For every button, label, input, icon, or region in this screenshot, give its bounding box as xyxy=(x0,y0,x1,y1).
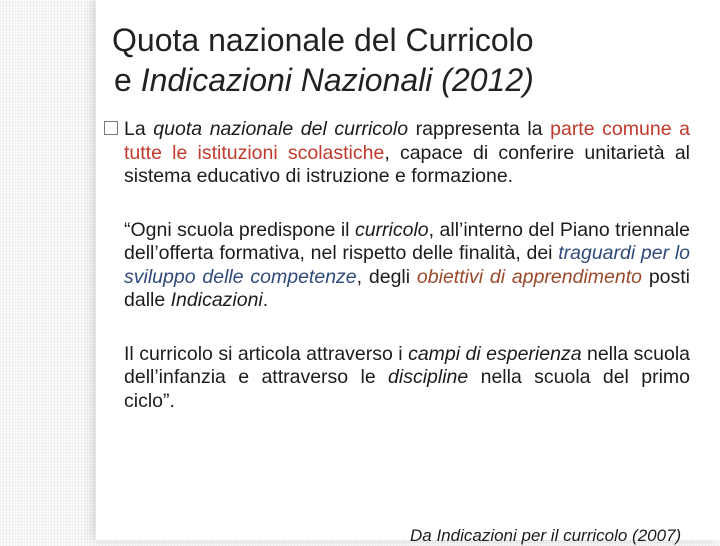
p2-text-g: posti dalle xyxy=(124,265,691,311)
title-line-2 xyxy=(108,60,698,100)
p3-italic-discipline: discipline xyxy=(388,366,469,388)
title-line-1: Quota nazionale del Curricolo xyxy=(112,22,534,58)
p2-text-a: “Ogni scuola predispone il xyxy=(124,218,355,241)
p3-italic-campi: campi di esperienza xyxy=(408,342,582,365)
paragraph-2 xyxy=(124,219,690,313)
spacer xyxy=(124,189,690,219)
p3-text-e: nella scuola del primo ciclo”. xyxy=(124,366,690,412)
spacer xyxy=(124,313,690,343)
title-line-2-italic: Indicazioni Nazionali (2012) xyxy=(140,62,534,98)
p1-italic-quota: quota nazionale del curricolo xyxy=(153,118,409,140)
p2-text-c: , all’interno del Piano triennale dell’offerta formativa, nel rispetto delle finalità, dei xyxy=(124,218,690,264)
bullet-square-icon xyxy=(104,121,118,135)
p2-highlight-traguardi: traguardi per lo sviluppo delle competenze xyxy=(124,242,690,288)
p1-text-a: La xyxy=(124,118,154,140)
paragraph-1 xyxy=(124,118,690,189)
title-line-2-prefix: e xyxy=(114,62,141,98)
slide-body xyxy=(124,118,690,413)
p2-italic-curricolo: curricolo xyxy=(354,218,429,241)
p1-highlight-parte-comune: parte comune a tutte le istituzioni scolastiche xyxy=(124,118,690,164)
p2-text-i: . xyxy=(262,289,269,311)
source-citation: Da Indicazioni per il curricolo (2007) xyxy=(410,526,682,545)
p3-text-a: Il curricolo si articola attraverso i xyxy=(124,342,409,365)
paragraph-3 xyxy=(124,343,690,414)
slide-title xyxy=(108,20,698,100)
p3-text-c: nella scuola dell’infanzia e attraverso le xyxy=(124,342,690,388)
p2-italic-indicazioni: Indicazioni xyxy=(170,289,263,311)
p2-highlight-obiettivi: obiettivi di apprendimento xyxy=(416,265,642,288)
p1-text-c: rappresenta la xyxy=(408,118,551,140)
p2-text-e: , degli xyxy=(356,265,417,288)
p1-text-e: , capace di conferire unitarietà al sistema educativo di istruzione e formazione. xyxy=(124,141,690,187)
